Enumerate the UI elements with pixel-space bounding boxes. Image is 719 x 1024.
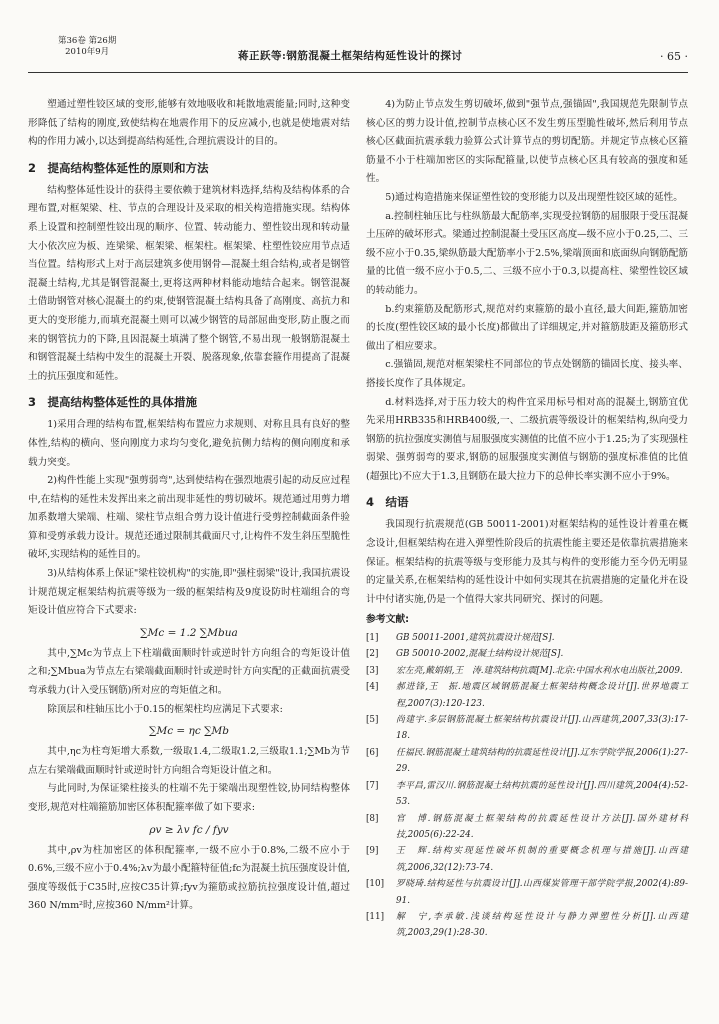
section-heading: 4 结语 xyxy=(366,495,409,510)
paragraph: d.材料选择,对于压力较大的构件宜采用标号相对高的混凝土,钢筋宜优先采用HRB335和HRB400级,一、二级抗震等级设计的框架结构,纵向受力钢筋的抗拉强度实测值与屈服强度实测值的比值不应小于1.25;为了实现强柱弱梁、强剪弱弯的要求,钢筋的屈服强度实测值与钢筋的强度标准值的比值(超强比)不应大于1.3,且钢筋在最大拉力下的总伸长率实测不应小于9%。 xyxy=(366,396,688,482)
volume-line-1: 第36卷 第26期 xyxy=(58,36,117,46)
reference-number: [5] xyxy=(366,715,379,726)
reference-item xyxy=(366,712,688,745)
paragraph: a.控制柱轴压比与柱纵筋最大配筋率,实现受拉钢筋的屈服限于受压混凝土压碎的破坏形式。梁通过控制混凝土受压区高度—级不应小于0.25,二、三级不应小于0.35,梁纵筋最大配筋率小于2.5%,梁端顶面和底面纵向钢筋配筋量的比值一级不应小于0.5,二、三级不应小于0.3,以提高柱、梁塑性铰区域的转动能力。 xyxy=(366,210,688,296)
paragraph: 塑通过塑性铰区域的变形,能够有效地吸收和耗散地震能量;同时,这种变形降低了结构的刚度,致使结构在地震作用下的反应减小,也就是使地震对结构的作用力减小,以达到提高结构延性,合理抗震设计的目的。 xyxy=(28,99,350,148)
paragraph: 3)从结构体系上保证"梁柱铰机构"的实施,即"强柱弱梁"设计,我国抗震设计规范规定框架结构抗震等级为一级的框架结构及9度设防时柱端组合的弯矩设计值应符合下式要求: xyxy=(28,568,350,617)
paragraph: 2)构件性能上实现"强剪弱弯",达到使结构在强烈地震引起的动反应过程中,在结构的延性未发挥出来之前出现非延性的剪切破坏。规范通过用剪力增加系数增大梁端、柱端、梁柱节点组合剪力设计值进行受剪控制截面条件验算和受剪承载力设计。规范还通过限制其截面尺寸,让构件不发生斜压型脆性破坏,实现结构的延性目的。 xyxy=(28,475,350,561)
volume-info xyxy=(58,36,116,58)
reference-text: 任福民.钢筋混凝土建筑结构的抗震延性设计[J].辽东学院学报,2006(1):27-29. xyxy=(396,747,688,775)
formula-3: ρv ≥ λv fc / fyv xyxy=(149,823,229,836)
paragraph: b.约束箍筋及配筋形式,规范对约束箍筋的最小直径,最大间距,箍筋加密的长度(塑性铰区域的最小长度)都做出了详细规定,并对箍筋肢距及箍筋形式做出了相应要求。 xyxy=(366,303,688,352)
paragraph: 除顶层和柱轴压比小于0.15的框架柱均应满足下式要求: xyxy=(47,703,283,715)
page-number: · 65 · xyxy=(660,50,688,63)
reference-text: 王 辉.结构实现延性破坏机制的重要概念机理与措施[J].山西建筑,2006,32(12):73-74. xyxy=(396,846,688,873)
reference-item xyxy=(366,630,688,646)
section-heading: 3 提高结构整体延性的具体措施 xyxy=(28,395,197,410)
reference-number: [3] xyxy=(366,665,379,676)
reference-number: [7] xyxy=(366,780,379,791)
reference-item xyxy=(366,778,688,811)
reference-item xyxy=(366,646,688,662)
page-header xyxy=(28,36,688,66)
reference-item xyxy=(366,679,688,712)
paragraph: c.强锚固,规范对框架梁柱不同部位的节点处钢筋的锚固长度、接头率、搭接长度作了具体规定。 xyxy=(366,359,688,389)
reference-number: [1] xyxy=(366,633,379,644)
right-column xyxy=(366,96,688,942)
volume-line-2: 2010年9月 xyxy=(65,47,110,57)
running-title: 蒋正跃等:钢筋混凝土框架结构延性设计的探讨 xyxy=(238,50,463,62)
reference-item xyxy=(366,876,688,909)
reference-item xyxy=(366,745,688,778)
reference-text: 李平昌,雷汉川.钢筋混凝土结构抗震的延性设计[J].四川建筑,2004(4):52-53. xyxy=(396,780,688,808)
formula-2: ∑Mc = ηc ∑Mb xyxy=(148,725,230,738)
reference-number: [9] xyxy=(366,846,379,857)
reference-number: [4] xyxy=(366,682,379,693)
paragraph: 1)采用合理的结构布置,框架结构布置应力求规则、对称且具有良好的整体性,结构的横向、竖向刚度力求均匀变化,避免抗侧力结构的侧向刚度和承载力突变。 xyxy=(28,419,350,468)
reference-text: 罗晓琦.结构延性与抗震设计[J].山西煤炭管理干部学院学报,2002(4):89-91. xyxy=(396,879,688,906)
formula-1: ∑Mc = 1.2 ∑Mbua xyxy=(140,626,238,639)
header-rule xyxy=(28,72,688,73)
reference-text: 解 宁,李承敏.浅谈结构延性设计与静力弹塑性分析[J].山西建筑,2003,29(1):28-30. xyxy=(396,911,688,939)
reference-text: 郝进锋,王 振.地震区域钢筋混凝土框架结构概念设计[J].世界地震工程,2007(3):120-123. xyxy=(396,682,688,709)
reference-item xyxy=(366,843,688,876)
reference-number: [6] xyxy=(366,747,379,758)
reference-item xyxy=(366,909,688,942)
reference-text: GB 50010-2002,混凝土结构设计规范[S]. xyxy=(396,649,564,660)
reference-list xyxy=(366,630,688,942)
reference-text: 尚建宇.多层钢筋混凝土框架结构抗震设计[J].山西建筑,2007,33(3):17-18. xyxy=(396,715,688,742)
section-heading: 2 提高结构整体延性的原则和方法 xyxy=(28,160,209,175)
paragraph: 其中,∑Mc为节点上下柱端截面顺时针或逆时针方向组合的弯矩设计值之和;∑Mbua为节点左右梁端截面顺时针或逆时针方向实配的正截面抗震受弯承载力(计入受压钢筋)所对应的弯矩值之和。 xyxy=(28,647,350,697)
reference-text: GB 50011-2001,建筑抗震设计规范[S]. xyxy=(396,633,555,644)
reference-text: 宏左亮,戴娟娟,王 涛.建筑结构抗震[M].北京:中国水利水电出版社,2009. xyxy=(396,665,683,676)
reference-number: [8] xyxy=(366,813,379,824)
paragraph: 5)通过构造措施来保证塑性铰的变形能力以及出现塑性铰区域的延性。 xyxy=(385,191,683,203)
reference-number: [10] xyxy=(366,879,385,890)
paragraph: 结构整体延性设计的获得主要依赖于建筑材料选择,结构及结构体系的合理布置,对框架梁、柱、节点的合理设计及采取的相关构造措施实现。结构体系上设置和控制塑性铰出现的顺序、位置、转动能力、塑性铰出现和转动量大小依次应为板、连梁梁、框架梁、框架柱。框架梁、柱塑性铰应用节点适当位置。结构形式上对于高层建筑多使用钢骨—混凝土组合结构,或者是钢管混凝土结构,尤其是钢管混凝土,更将这两种材料能动地结合起来。钢管混凝土借助钢管对核心混凝土的约束,使钢管混凝土结构具备了高刚度、高抗力和更大的变形能力,而填充混凝土则可以减少钢管的局部屈曲变形,防止腹之而来的钢管抗力的下降,且因混凝土填满了整个钢管,不易出现一般钢筋混凝土和钢管混凝土结构中发生的混凝土开裂、脱落现象,依靠套箍作用提高了混凝土的抗压强度和延性。 xyxy=(28,184,350,382)
reference-number: [2] xyxy=(366,649,379,660)
reference-item xyxy=(366,663,688,679)
reference-text: 官 博.钢筋混凝土框架结构的抗震延性设计方法[J].国外建材科技,2005(6):22-24. xyxy=(396,813,688,840)
paragraph: 其中,ηc为柱弯矩增大系数,一级取1.4,二级取1.2,三级取1.1;∑Mb为节点左右梁端截面顺时针或逆时针方向组合弯矩设计值之和。 xyxy=(28,746,350,776)
paragraph: 与此同时,为保证梁柱接头的柱端不先于梁端出现塑性铰,协同结构整体变形,规范对柱端箍筋加密区体积配箍率做了如下要求: xyxy=(28,783,350,813)
left-column xyxy=(28,96,350,916)
paragraph: 4)为防止节点发生剪切破坏,做到"强节点,强锚固",我国规范先限制节点核心区的剪力设计值,控制节点核心区不发生剪压型脆性破坏,然后利用节点核心区截面抗震承载力验算公式计算节点的剪切配筋。并规定节点核心区箍筋量不小于柱端加密区的实际配箍量,以使节点核心区具有较高的强度和延性。 xyxy=(366,99,688,185)
references-title: 参考文献: xyxy=(366,614,410,626)
paragraph: 我国现行抗震规范(GB 50011-2001)对框架结构的延性设计着重在概念设计,但框架结构在进入弹塑性阶段后的抗震性能主要还是依靠抗震措施来保证。框架结构的抗震等级与变形能力及其与构件的变形能力至今仍无明显的定量关系,在框架结构的延性设计中如何实现其在抗震措施的定量化并在设计中付诸实施,仍是一个值得大家共同研究、探讨的问题。 xyxy=(366,519,688,605)
reference-number: [11] xyxy=(366,911,385,922)
paragraph: 其中,ρv为柱加密区的体积配箍率,一级不应小于0.8%,二级不应小于0.6%,三级不应小于0.4%;λv为最小配箍特征值;fc为混凝土抗压强度设计值,强度等级低于C35时,应按C35计算;fyv为箍筋或拉筋抗拉强度设计值,超过360 N/mm²时,应按360 N/mm²计算。 xyxy=(28,844,350,912)
reference-item xyxy=(366,811,688,844)
